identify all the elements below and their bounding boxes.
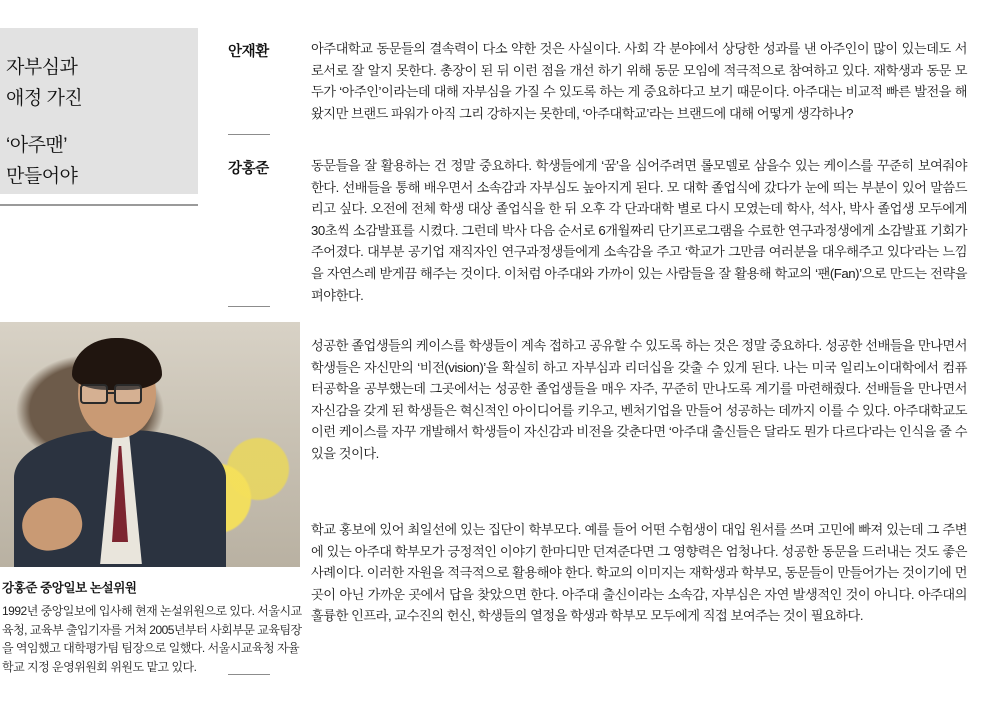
answer-text-4: 학교 홍보에 있어 최일선에 있는 집단이 학부모다. 예를 들어 어떤 수험생이 대입 원서를 쓰며 고민에 빠져 있는데 그 주변에 있는 아주대 학부모가 긍정적인 이야기 한마디만 던져준다면 그 영향력은 엄청나다. 성공한 동문을 드러내는 것도 좋은 사례이다. 이러한 자원을 적극적으로 활용해야 한다. 학교의 이미지는 재학생과 학부모, 동문들이 만들어가는 것이기에 먼 곳이 아닌 가까운 곳에서 답을 찾았으면 한다. 아주대 출신이라는 소속감, 자부심은 자연 발생적인 것이 아니다. 아주대의 훌륭한 인프라, 교수진의 헌신, 학생들의 열정을 학생과 학부모 모두에게 직접 보여주는 것이 필요하다. (311, 522, 967, 624)
answer-text-3: 성공한 졸업생들의 케이스를 학생들이 계속 접하고 공유할 수 있도록 하는 것은 정말 중요하다. 성공한 선배들을 만나면서 학생들은 자신만의 ‘비전(vision)’을 확실히 하고 자부심과 리더십을 갖출 수 있게 된다. 나는 미국 일리노이대학에서 컴퓨터공학을 공부했는데 그곳에서는 성공한 졸업생들을 매우 자주, 꾸준히 만나도록 계기를 마련해줬다. 선배들을 만나면서 자신감을 갖게 된 학생들은 혁신적인 아이디어를 키우고, 벤처기업을 만들어 성공하는 데까지 이를 수 있다. 아주대학교도 이런 케이스를 자꾸 개발해서 학생들이 자신감과 비전을 갖춘다면 ‘아주대 출신들은 달라도 뭔가 다르다’라는 인식을 줄 수 있을 것이다. (311, 338, 967, 461)
figure-glasses-bridge (108, 392, 114, 394)
caption-title: 강홍준 중앙일보 논설위원 (2, 581, 137, 595)
speaker-name-2: 강홍준 (228, 161, 269, 177)
pull-quote-line-4: 만들어야 (6, 166, 78, 187)
pull-quote-underline (0, 204, 198, 206)
pull-quote-line-2: 애정 가진 (6, 88, 83, 109)
figure-glasses-right (114, 384, 142, 404)
speaker-name-1: 안재환 (228, 44, 269, 60)
pull-quote-line-3: ‘아주맨’ (6, 135, 68, 156)
interviewee-photo (0, 322, 300, 567)
photo-background (0, 322, 300, 567)
figure-glasses-left (80, 384, 108, 404)
answer-text-2: 동문들을 잘 활용하는 건 정말 중요하다. 학생들에게 ‘꿈’을 심어주려면 롤모델로 삼을수 있는 케이스를 꾸준히 보여줘야 한다. 선배들을 통해 배우면서 소속감과 자부심도 높아지게 된다. 모 대학 졸업식에 갔다가 눈에 띄는 부분이 있어 말씀드리고 싶다. 오전에 전체 학생 대상 졸업식을 한 뒤 오후 각 단과대학 별로 다시 모였는데 학사, 석사, 박사 졸업생 모두에게 30초씩 소감발표를 시켰다. 그런데 박사 다음 순서로 6개월짜리 단기프로그램을 수료한 연구과정생에게 소감발표 기회가 주어졌다. 대부분 공기업 재직자인 연구과정생들에게 소속감을 주고 ‘학교가 그만큼 여러분을 대우해주고 있다’라는 느낌을 자연스레 받게끔 해주는 것이다. 이처럼 아주대와 가까이 있는 사람들을 잘 활용해 학교의 ‘팬(Fan)’으로 만드는 전략을 펴야한다. (311, 158, 967, 303)
pull-quote-panel (0, 28, 198, 194)
pull-quote-line-1: 자부심과 (6, 57, 78, 78)
photo-caption (2, 578, 302, 676)
caption-body: 1992년 중앙일보에 입사해 현재 논설위원으로 있다. 서울시교육청, 교육부 출입기자를 거쳐 2005년부터 사회부문 교육팀장을 역임했고 대학평가팀 팀장으로 일했다. 서울시교육청 자율학교 지정 운영위원회 위원도 맡고 있다. (2, 604, 302, 674)
figure-hair (72, 338, 162, 390)
section-divider-2 (228, 306, 270, 307)
answer-text-1: 아주대학교 동문들의 결속력이 다소 약한 것은 사실이다. 사회 각 분야에서 상당한 성과를 낸 아주인이 많이 있는데도 서로서로 잘 알지 못한다. 총장이 된 뒤 이런 점을 개선 하기 위해 동문 모임에 적극적으로 참여하고 있다. 재학생과 동문 모두가 ‘아주인’이라는데 대해 자부심을 가질 수 있도록 하는 게 중요하다고 보기 때문이다. 아주대는 비교적 빠른 발전을 해왔지만 브랜드 파워가 아직 그리 강하지는 못한데, ‘아주대학교’라는 브랜드에 대해 어떻게 생각하나? (311, 41, 967, 121)
section-divider-1 (228, 134, 270, 135)
